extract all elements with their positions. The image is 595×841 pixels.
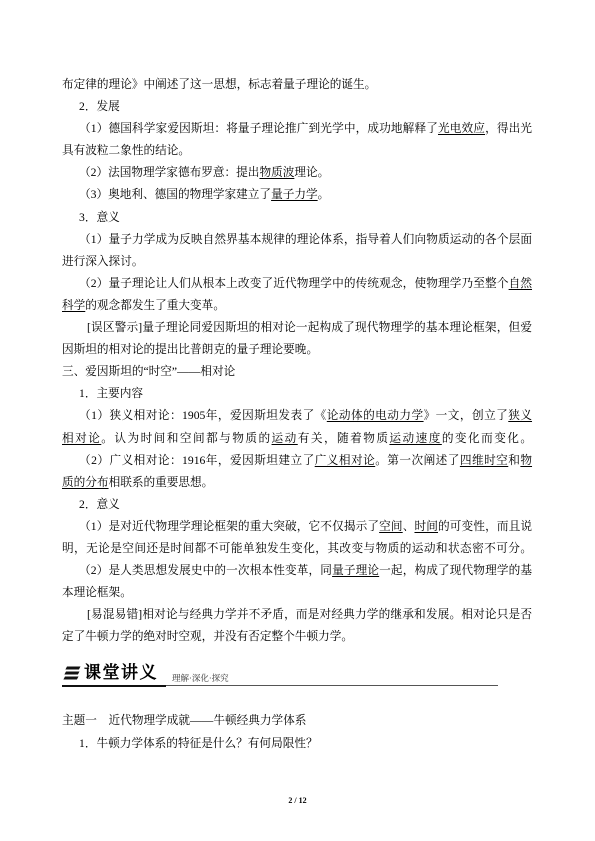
banner-title-rule — [62, 685, 166, 687]
de-broglie-point — [62, 162, 532, 184]
special-lead: （1）狭义相对论：1905年，爱因斯坦发表了《 — [79, 409, 327, 423]
relativity-significance-point1-line-1 — [62, 516, 532, 538]
point2-lead: （2）量子理论让人们从根本上改变了近代物理学中的传统观念，使物理学乃至整个 — [79, 276, 509, 290]
list-lines-icon — [63, 666, 81, 680]
page-number: 2 / 12 — [288, 796, 307, 805]
quantum-significance-point2-line-2 — [62, 295, 532, 317]
founders-tail: 。 — [317, 188, 330, 202]
relativity-significance-point2-line-1 — [62, 560, 532, 582]
point2-tail: 的观念都发生了重大变革。 — [85, 298, 225, 312]
quantum-significance-point1-line-2: 进行深入探讨。 — [62, 254, 144, 268]
natural-science-term-part1: 自然 — [508, 276, 533, 290]
special-relativity-line-1 — [62, 405, 532, 427]
special-mid: 》一文，创立了 — [423, 409, 509, 423]
topic-one-question: 1．牛顿力学体系的特征是什么？有何局限性？ — [79, 737, 318, 750]
general-text1: 。第一次阐述了 — [375, 453, 460, 467]
founders-point — [62, 184, 532, 206]
body-text — [62, 74, 532, 648]
matter-distribution-term-part2: 质的分布 — [62, 475, 109, 489]
confusion-note-line-1: [易混易错]相对论与经典力学并不矛盾，而是对经典力学的继承和发展。相对论只是否 — [87, 608, 532, 622]
rel-point1-sep: 、 — [402, 519, 415, 533]
relativity-section-heading: 三、爱因斯坦的“时空”——相对论 — [62, 365, 236, 379]
pitfall-note-line-1: [误区警示]量子理论同爱因斯坦的相对论一起构成了现代物理学的基本理论框架，但爱 — [87, 321, 532, 335]
relativity-significance-heading: 2．意义 — [79, 497, 120, 511]
de-broglie-tail: 理论。 — [294, 166, 330, 180]
banner-subtitle: 理解·深化·探究 — [172, 673, 229, 683]
einstein-point-line-1 — [62, 118, 532, 140]
quantum-theory-term: 量子理论 — [332, 564, 380, 578]
rel-point1-lead: （1）是对近代物理学理论框架的重大突破，它不仅揭示了 — [79, 519, 380, 533]
velocity-term: 运动速度 — [389, 431, 442, 445]
paper-title: 论动体的电动力学 — [326, 409, 424, 423]
relativity-significance-point2-line-2: 本理论框架。 — [62, 586, 132, 600]
motion-term: 运动 — [271, 431, 298, 445]
general-relativity-line-1 — [62, 450, 532, 472]
quantum-significance-point2-line-1 — [62, 273, 532, 295]
relativity-significance-point1-line-2: 明，无论是空间还是时间都不可能单独发生变化，其改变与物质的运动和状态密不可分。 — [62, 541, 532, 555]
special-text1: 。认为时间和空间都与物质的 — [101, 431, 272, 445]
quantum-origin-line: 布定律的理论》中阐述了这一思想，标志着量子理论的诞生。 — [62, 78, 377, 91]
einstein-point-lead: （1）德国科学家爱因斯坦：将量子理论推广到光学中，成功地解释了 — [79, 122, 438, 136]
banner-title: 课堂讲义 — [84, 663, 158, 683]
space-term: 空间 — [379, 519, 403, 533]
rel-point2-tail: 一起，构成了现代物理学的基 — [379, 564, 533, 578]
confusion-note-line-2: 定了牛顿力学的绝对时空观，并没有否定整个牛顿力学。 — [62, 630, 354, 644]
special-text2: 有关，随着物质 — [297, 431, 390, 445]
development-heading: 2．发展 — [79, 100, 120, 114]
topic-one-heading: 主题一 近代物理学成就——牛顿经典力学体系 — [62, 714, 307, 727]
time-term: 时间 — [414, 519, 439, 533]
einstein-point-tail: ，得出光 — [485, 122, 533, 136]
special-relativity-term-part2: 相对论 — [62, 431, 102, 445]
spacetime-term: 四维时空 — [459, 453, 509, 467]
de-broglie-lead: （2）法国物理学家德布罗意：提出 — [79, 166, 260, 180]
general-relativity-term: 广义相对论 — [314, 453, 376, 467]
photoelectric-effect-term: 光电效应 — [437, 122, 486, 136]
matter-distribution-term-part1: 物 — [520, 453, 533, 467]
natural-science-term-part2: 科学 — [62, 298, 86, 312]
founders-lead: （3）奥地利、德国的物理学家建立了 — [79, 188, 272, 202]
pitfall-note-line-2: 因斯坦的相对论的提出比普朗克的量子理论要晚。 — [62, 343, 319, 357]
quantum-significance-heading: 3．意义 — [79, 210, 120, 224]
general-tail: 相联系的重要思想。 — [108, 475, 214, 489]
rel-point1-tail: 的可变性，而且说 — [438, 519, 533, 533]
matter-wave-term: 物质波 — [259, 166, 295, 180]
special-tail: 的变化而变化。 — [441, 431, 533, 445]
quantum-mechanics-term: 量子力学 — [271, 188, 318, 202]
general-relativity-line-2 — [62, 472, 532, 494]
lecture-banner — [62, 661, 498, 686]
einstein-point-line-2: 具有波粒二象性的结论。 — [62, 144, 191, 158]
special-relativity-term-part1: 狭义 — [508, 409, 533, 423]
quantum-significance-point1-line-1: （1）量子力学成为反映自然界基本规律的理论体系，指导着人们向物质运动的各个层面 — [79, 232, 532, 246]
main-content-heading: 1．主要内容 — [79, 387, 144, 401]
general-lead: （2）广义相对论：1916年，爱因斯坦建立了 — [79, 453, 315, 467]
rel-point2-lead: （2）是人类思想发展史中的一次根本性变革，同 — [79, 564, 333, 578]
general-text2: 和 — [508, 453, 521, 467]
special-relativity-line-2 — [62, 428, 532, 450]
